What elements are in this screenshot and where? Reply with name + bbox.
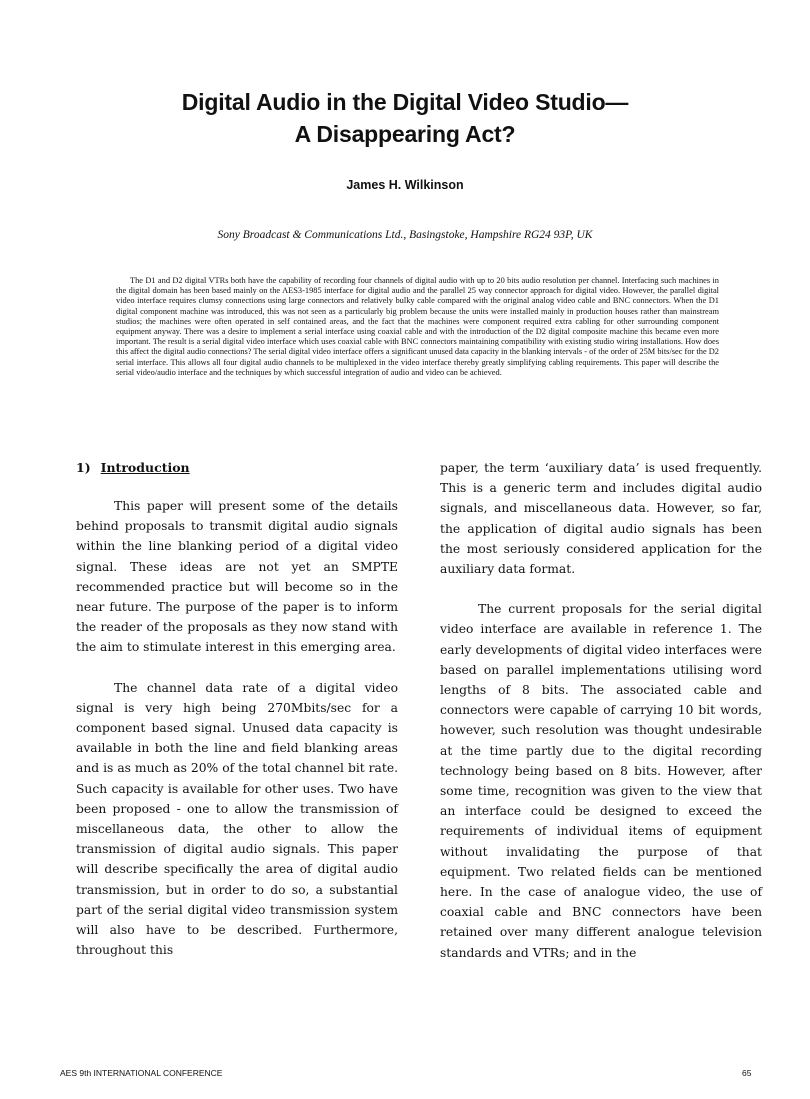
author-name: James H. Wilkinson bbox=[346, 178, 464, 192]
left-column bbox=[76, 458, 398, 960]
section-heading bbox=[76, 458, 398, 478]
body-paragraph: paper, the term ‘auxiliary data’ is used frequently. This is a generic term and includes digital audio signals, and miscellaneous data. However, so far, the application of digital audio signals has been the most seriously considered application for the auxiliary data format. bbox=[440, 461, 762, 577]
title-line-2: A Disappearing Act? bbox=[294, 121, 516, 147]
right-column bbox=[440, 458, 762, 963]
footer-conference: AES 9th INTERNATIONAL CONFERENCE bbox=[60, 1068, 223, 1078]
body-paragraph: The channel data rate of a digital video signal is very high being 270Mbits/sec for a component based signal. Unused data capacity is available in both the line and field blanking areas and is as much as 20% of the total channel bit rate. Such capacity is available for other uses. Two have been proposed - one to allow the transmission of miscellaneous data, the other to allow the transmission of digital audio signals. This paper will describe specifically the area of digital audio transmission, but in order to do so, a substantial part of the serial digital video transmission system will also have to be described. Furthermore, throughout this bbox=[76, 680, 398, 958]
section-number: 1) bbox=[76, 460, 91, 475]
section-title: Introduction bbox=[100, 460, 190, 475]
title-line-1: Digital Audio in the Digital Video Studio— bbox=[181, 89, 629, 115]
paper-title bbox=[0, 86, 810, 150]
body-paragraph: This paper will present some of the details behind proposals to transmit digital audio signals within the line blanking period of a digital video signal. These ideas are not yet an SMPTE recommended practice but will become so in the near future. The purpose of the paper is to inform the reader of the proposals as they now stand with the aim to stimulate interest in this emerging area. bbox=[76, 499, 398, 655]
author-affiliation: Sony Broadcast & Communications Ltd., Basingstoke, Hampshire RG24 93P, UK bbox=[217, 229, 593, 241]
page-number: 65 bbox=[742, 1068, 752, 1078]
body-paragraph: The current proposals for the serial digital video interface are available in reference 1. The early developments of digital video interfaces were based on parallel implementations utilising word lengths of 8 bits. The associated cable and connectors were capable of carrying 10 bit words, however, such resolution was thought undesirable at the time partly due to the digital recording technology being based on 8 bits. However, after some time, recognition was given to the view that an interface could be designed to exceed the requirements of individual items of equipment without invalidating the purpose of that equipment. Two related fields can be mentioned here. In the case of analogue video, the use of coaxial cable and BNC connectors have been retained over many different analogue television standards and VTRs; and in the bbox=[440, 602, 762, 960]
abstract: The D1 and D2 digital VTRs both have the capability of recording four channels of digital audio with up to 20 bits audio resolution per channel. Interfacing such machines in the digital domain has been based mainly on the AES3-1985 interface for digital audio and the parallel 25 way connector approach for digital video. However, the parallel digital video interface requires clumsy connections using large connectors and relatively bulky cable compared with the original analog video cable and BNC connectors. When the D1 digital component machine was introduced, this was not seen as a particularly big problem because the units were installed mainly in production houses rather than mainstream studios; the machines were often operated in self contained areas, and the fact that the machines were component required extra cabling for other surrounding component equipment anyway. There was a desire to implement a serial interface using coaxial cable and with the introduction of the D2 digital composite machine this became even more important. The result is a serial digital video interface which uses coaxial cable with BNC connectors maintaining compatibility with existing studio wiring installations. How does this affect the digital audio connections? The serial digital video interface offers a significant unused data capacity in the blanking intervals - of the order of 25M bits/sec for the D2 serial interface. This allows all four digital audio channels to be multiplexed in the video interface thereby greatly simplifying cabling requirements. This paper will describe the serial video/audio interface and the techniques by which successful integration of audio and video can be achieved. bbox=[116, 276, 719, 377]
